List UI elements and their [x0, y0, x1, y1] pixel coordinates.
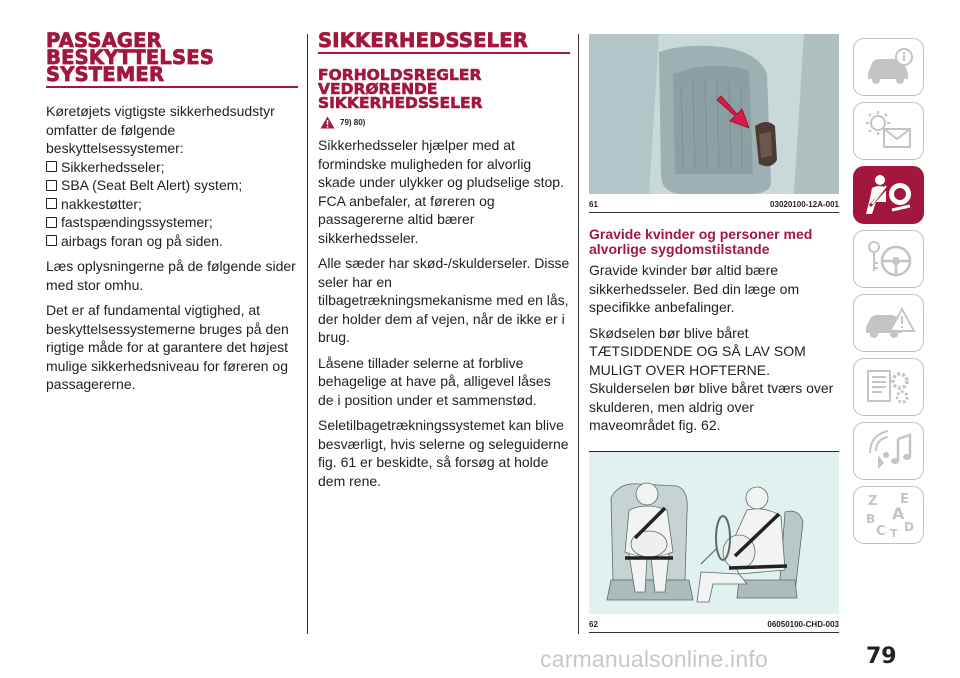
section-heading-passager: PASSAGER BESKYTTELSES SYSTEMER [46, 29, 215, 86]
figure-61-caption [589, 194, 839, 213]
figure-62 [589, 451, 839, 633]
chapter-tabs [853, 38, 924, 550]
pregnant-seatbelt-illustration [589, 452, 839, 614]
index-letter: Z [867, 494, 877, 509]
tab-starting-driving[interactable] [853, 230, 924, 288]
figure-number: 61 [589, 200, 598, 209]
warning-reference [320, 116, 570, 129]
key-steering-icon [862, 237, 916, 281]
column-divider-left [307, 34, 308, 634]
car-info-icon [862, 47, 916, 87]
subheading-pregnant: Gravide kvinder og personer med alvorlige sygdomstilstande [589, 226, 813, 257]
index-letter: D [903, 520, 914, 534]
paragraph: Låsene tillader selerne at forblive behagelige at have på, alligevel låses de i position under et sammenstød. [318, 354, 551, 408]
figure-code: 03020100-12A-001 [770, 200, 839, 209]
list-item: fastspændingssystemer; [46, 213, 298, 232]
paragraph: Gravide kvinder bør altid bære sikkerhedsseler. Bed din læge om specifikke anbefalinger. [589, 262, 800, 315]
warning-triangle-icon [320, 116, 335, 129]
index-letter: B [865, 512, 875, 526]
seatbelt-guide-illustration [589, 34, 839, 194]
paragraph: Seletilbagetrækningssystemet kan blive besværligt, hvis selerne og seleguiderne fig. 61 er beskidte, så forsøg at holde dem rene. [318, 417, 569, 489]
paragraph: Sikkerhedsseler hjælper med at formindske muligheden for alvorlig skade under ulykker og pludselige stop. FCA anbefaler, at føreren og passagererne altid bærer sikkerhedsseler. [318, 137, 564, 246]
page-number: 79 [866, 644, 897, 669]
tab-emergency[interactable] [853, 294, 924, 352]
checkbox-bullet-icon [46, 198, 57, 209]
checkbox-bullet-icon [46, 180, 57, 191]
heading-rule [46, 86, 298, 88]
index-letter: E [899, 492, 909, 507]
list-item: Sikkerhedsseler; [46, 158, 298, 177]
column-pregnant [589, 34, 839, 633]
list-item: nakkestøtter; [46, 195, 298, 214]
list-item: SBA (Seat Belt Alert) system; [46, 176, 298, 195]
column-seatbelts [318, 29, 570, 490]
watermark: carmanualsonline.info [540, 646, 768, 672]
checkbox-bullet-icon [46, 235, 57, 246]
service-gears-icon [862, 365, 916, 409]
checkbox-bullet-icon [46, 161, 57, 172]
subheading-precautions: FORHOLDSREGLER VEDRØRENDE SIKKERHEDSSELER [318, 66, 483, 112]
checkbox-bullet-icon [46, 217, 57, 228]
heading-rule [318, 52, 570, 54]
index-letter: A [891, 504, 904, 523]
figure-61 [589, 34, 839, 213]
seatbelt-airbag-icon [862, 172, 916, 218]
index-letter: T [889, 527, 898, 539]
tab-index[interactable] [853, 486, 924, 544]
figure-61-image [589, 34, 839, 194]
intro-text: Køretøjets vigtigste sikkerhedsudstyr omfatter de følgende beskyttelsessystemer: [46, 103, 275, 156]
car-breakdown-icon [862, 301, 916, 345]
paragraph: Det er af fundamental vigtighed, at beskyttelsessystemerne bruges på den rigtige måde for at garantere det højest mulige sikkerhedsniveau for føreren og passagererne. [46, 302, 289, 392]
paragraph: Skødselen bør blive båret TÆTSIDDENDE OG SÅ LAV SOM MULIGT OVER HOFTERNE. Skulderselen bør blive båret tværs over skulderen, men aldrig over maveområdet fig. 62. [589, 324, 834, 433]
column-passenger-systems [46, 29, 298, 394]
multimedia-icon [862, 429, 916, 473]
figure-62-image [589, 451, 839, 614]
column-divider-right [578, 34, 579, 634]
section-heading-sikkerhedsseler: SIKKERHEDSSELER [318, 29, 528, 52]
tab-warning-lights[interactable] [853, 102, 924, 160]
paragraph: Læs oplysningerne på de følgende sider med stor omhu. [46, 258, 296, 293]
systems-list [46, 158, 298, 251]
figure-62-caption [589, 614, 839, 633]
tab-service[interactable] [853, 358, 924, 416]
tab-multimedia[interactable] [853, 422, 924, 480]
warning-ref-numbers: 79) 80) [340, 118, 366, 127]
tab-car-info[interactable] [853, 38, 924, 96]
tab-safety[interactable] [853, 166, 924, 224]
warning-lights-icon [862, 109, 916, 153]
paragraph: Alle sæder har skød-/skulderseler. Disse seler har en tilbagetrækningsmekanisme med en lås, der holder dem af vejen, når de ikke er i brug. [318, 255, 570, 345]
list-item: airbags foran og på siden. [46, 232, 298, 251]
index-letters-icon [862, 491, 916, 539]
figure-code: 06050100-CHD-003 [767, 619, 839, 629]
index-letter: C [875, 524, 886, 539]
figure-number: 62 [589, 619, 598, 629]
